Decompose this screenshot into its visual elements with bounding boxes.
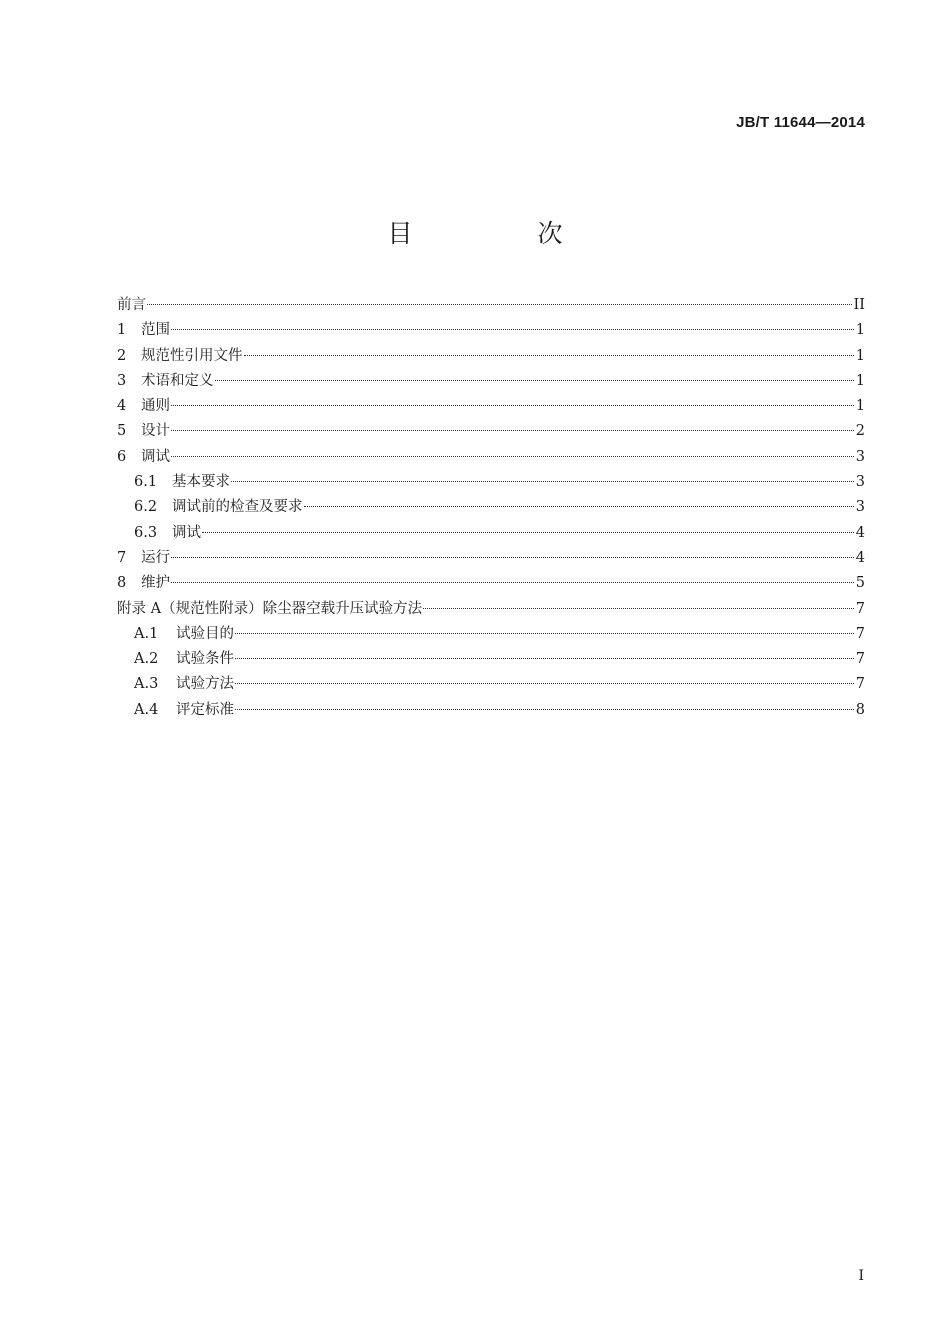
- toc-entry-page: II: [853, 297, 865, 313]
- toc-entry-label: 附录 A（规范性附录）除尘器空载升压试验方法: [117, 600, 423, 617]
- dot-leader: [304, 506, 854, 507]
- toc-entry-label: 维护: [141, 575, 170, 592]
- toc-entry-page: 4: [855, 524, 865, 541]
- toc-entry-number: 6.1: [134, 474, 158, 491]
- toc-entry[interactable]: [117, 622, 865, 647]
- toc-entry-page: 5: [855, 575, 865, 592]
- page-title: 目 次: [387, 219, 613, 248]
- toc-entry-page: 3: [855, 474, 865, 491]
- toc-entry[interactable]: [117, 698, 865, 723]
- toc-entry[interactable]: [117, 571, 865, 596]
- page-number: I: [858, 1268, 864, 1284]
- toc-entry-label: 前言: [117, 297, 146, 313]
- toc-entry-page: 1: [855, 398, 865, 415]
- toc-entry-number: 2: [117, 347, 127, 364]
- toc-entry-number: A.3: [134, 676, 159, 693]
- dot-leader: [171, 582, 854, 583]
- toc-entry[interactable]: [117, 597, 865, 622]
- toc-entry-label: 调试前的检查及要求: [172, 499, 303, 516]
- toc-entry[interactable]: [117, 470, 865, 495]
- dot-leader: [244, 355, 854, 356]
- standard-code: JB/T 11644—2014: [736, 114, 865, 131]
- toc-entry-label: 基本要求: [172, 474, 230, 491]
- dot-leader: [235, 709, 854, 710]
- toc-entry-number: 7: [117, 549, 127, 566]
- toc-entry-number: A.4: [134, 701, 159, 718]
- dot-leader: [171, 430, 854, 431]
- toc-entry-number: 6.2: [134, 499, 158, 516]
- toc-entry-label: 通则: [141, 398, 170, 415]
- toc-entry-number: 6: [117, 448, 127, 465]
- dot-leader: [235, 658, 854, 659]
- toc-entry-label: 调试: [172, 524, 201, 541]
- dot-leader: [235, 683, 854, 684]
- toc-entry-page: 7: [855, 625, 865, 642]
- dot-leader: [423, 608, 854, 609]
- dot-leader: [202, 532, 854, 533]
- toc-entry-label: 试验目的: [176, 625, 234, 642]
- toc-entry-label: 术语和定义: [141, 372, 214, 389]
- dot-leader: [231, 481, 854, 482]
- toc-entry[interactable]: [117, 394, 865, 419]
- toc-entry[interactable]: [117, 546, 865, 571]
- toc-entry-label: 设计: [141, 423, 170, 440]
- toc-entry-number: 1: [117, 322, 127, 339]
- toc-entry[interactable]: [117, 293, 865, 318]
- toc-entry-number: 8: [117, 575, 127, 592]
- toc-entry-page: 8: [855, 701, 865, 718]
- toc-entry[interactable]: [117, 344, 865, 369]
- toc-entry[interactable]: [117, 318, 865, 343]
- dot-leader: [171, 329, 854, 330]
- toc-entry-page: 4: [855, 549, 865, 566]
- toc-entry-page: 3: [855, 448, 865, 465]
- toc-entry-page: 7: [855, 600, 865, 617]
- toc-entry[interactable]: [117, 521, 865, 546]
- toc-entry[interactable]: [117, 445, 865, 470]
- toc-entry[interactable]: [117, 647, 865, 672]
- dot-leader: [171, 456, 854, 457]
- table-of-contents: [117, 293, 865, 723]
- toc-entry-page: 1: [855, 372, 865, 389]
- toc-entry[interactable]: [117, 419, 865, 444]
- toc-entry-number: A.2: [134, 651, 159, 668]
- dot-leader: [171, 405, 854, 406]
- dot-leader: [171, 557, 854, 558]
- toc-entry-number: 6.3: [134, 524, 158, 541]
- dot-leader: [147, 304, 852, 305]
- toc-entry-page: 7: [855, 676, 865, 693]
- toc-entry-label: 调试: [141, 448, 170, 465]
- toc-entry-label: 运行: [141, 549, 170, 566]
- toc-entry-page: 7: [855, 651, 865, 668]
- toc-entry-number: 3: [117, 372, 127, 389]
- dot-leader: [235, 633, 854, 634]
- toc-entry[interactable]: [117, 495, 865, 520]
- toc-entry-page: 3: [855, 499, 865, 516]
- toc-entry-label: 规范性引用文件: [141, 347, 243, 364]
- toc-entry-label: 试验方法: [176, 676, 234, 693]
- toc-entry[interactable]: [117, 369, 865, 394]
- toc-entry-page: 1: [855, 322, 865, 339]
- toc-entry-label: 试验条件: [176, 651, 234, 668]
- toc-entry-number: 4: [117, 398, 127, 415]
- toc-entry-page: 1: [855, 347, 865, 364]
- toc-entry-number: 5: [117, 423, 127, 440]
- toc-entry-number: A.1: [134, 625, 159, 642]
- toc-entry[interactable]: [117, 672, 865, 697]
- dot-leader: [215, 380, 854, 381]
- toc-entry-label: 范围: [141, 322, 170, 339]
- toc-entry-label: 评定标准: [176, 701, 234, 718]
- toc-entry-page: 2: [855, 423, 865, 440]
